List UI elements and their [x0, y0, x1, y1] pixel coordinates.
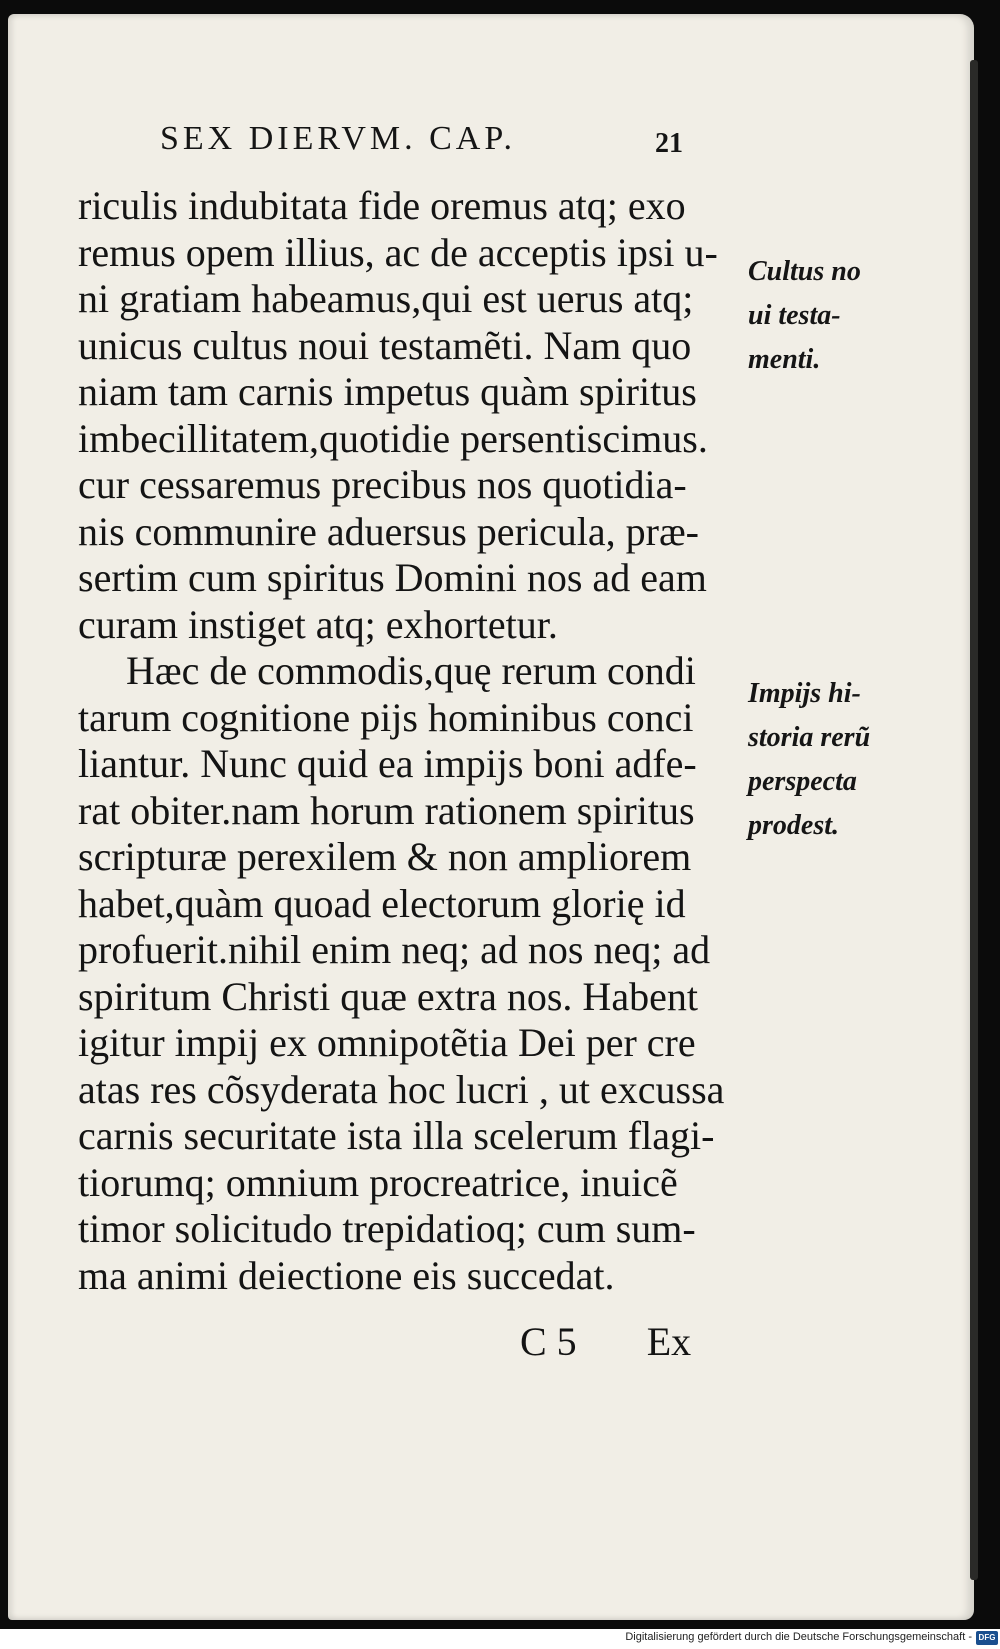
margin-note-line: menti. [748, 344, 821, 375]
text-line: carnis securitate ista illa scelerum flagi- [78, 1113, 715, 1158]
body-text [78, 183, 728, 1299]
text-line: curam instiget atq; exhortetur. [78, 601, 558, 647]
text-line: remus opem illius, ac de acceptis ipsi u- [78, 229, 718, 275]
text-line: atas res cõsyderata hoc lucri , ut excussa [78, 1066, 725, 1112]
text-line: scripturæ perexilem & non ampliorem [78, 834, 692, 879]
text-line: profuerit.nihil enim neq; ad nos neq; ad [78, 927, 711, 972]
text-line: spiritum Christi quæ extra nos. Habent [78, 973, 698, 1019]
text-line: timor solicitudo trepidatioq; cum sum- [78, 1206, 696, 1251]
text-line: imbecillitatem,quotidie persentiscimus. [78, 415, 708, 461]
margin-note-line: Cultus no [748, 256, 861, 287]
margin-note-cultus [748, 250, 918, 382]
margin-note-impijs [748, 672, 918, 848]
text-line: liantur. Nunc quid ea impijs boni adfe- [78, 741, 697, 786]
text-line: ni gratiam habeamus,qui est uerus atq; [78, 276, 694, 321]
text-line: tarum cognitione pijs hominibus conci [78, 694, 694, 740]
text-line: riculis indubitata fide oremus atq; exo [78, 183, 686, 228]
text-line: niam tam carnis impetus quàm spiritus [78, 369, 697, 414]
catchword: Ex [646, 1319, 692, 1364]
margin-note-line: storia rerũ [748, 722, 871, 753]
text-line: igitur impij ex omnipotẽtia Dei per cre [78, 1020, 696, 1065]
margin-note-line: Impijs hi- [748, 678, 861, 709]
text-line: sertim cum spiritus Domini nos ad eam [78, 555, 707, 600]
text-line: nis communire aduersus pericula, præ- [78, 508, 699, 554]
text-line: cur cessaremus precibus nos quotidia- [78, 462, 687, 507]
folio-number: 21 [655, 128, 683, 159]
text-line: Hæc de commodis,quę rerum condi [126, 648, 696, 693]
footer-bar [0, 1629, 1000, 1649]
text-line: tiorumq; omnium procreatrice, inuicẽ [78, 1159, 678, 1205]
running-head: SEX DIERVM. CAP. [160, 120, 516, 157]
dfg-logo-icon: DFG [976, 1631, 998, 1645]
page-edge [970, 60, 978, 1580]
text-line: ma animi deiectione eis succedat. [78, 1252, 615, 1298]
catchline [520, 1318, 691, 1365]
text-line: habet,quàm quoad electorum glorię id [78, 880, 686, 926]
margin-note-line: prodest. [748, 810, 839, 841]
funding-credit: Digitalisierung gefördert durch die Deutsche Forschungsgemeinschaft - [625, 1631, 972, 1643]
margin-note-line: perspecta [748, 766, 857, 797]
signature-mark: C 5 [520, 1319, 577, 1364]
text-line: rat obiter.nam horum rationem spiritus [78, 787, 695, 833]
text-line: unicus cultus noui testamẽti. Nam quo [78, 322, 692, 368]
margin-note-line: ui testa- [748, 300, 841, 331]
